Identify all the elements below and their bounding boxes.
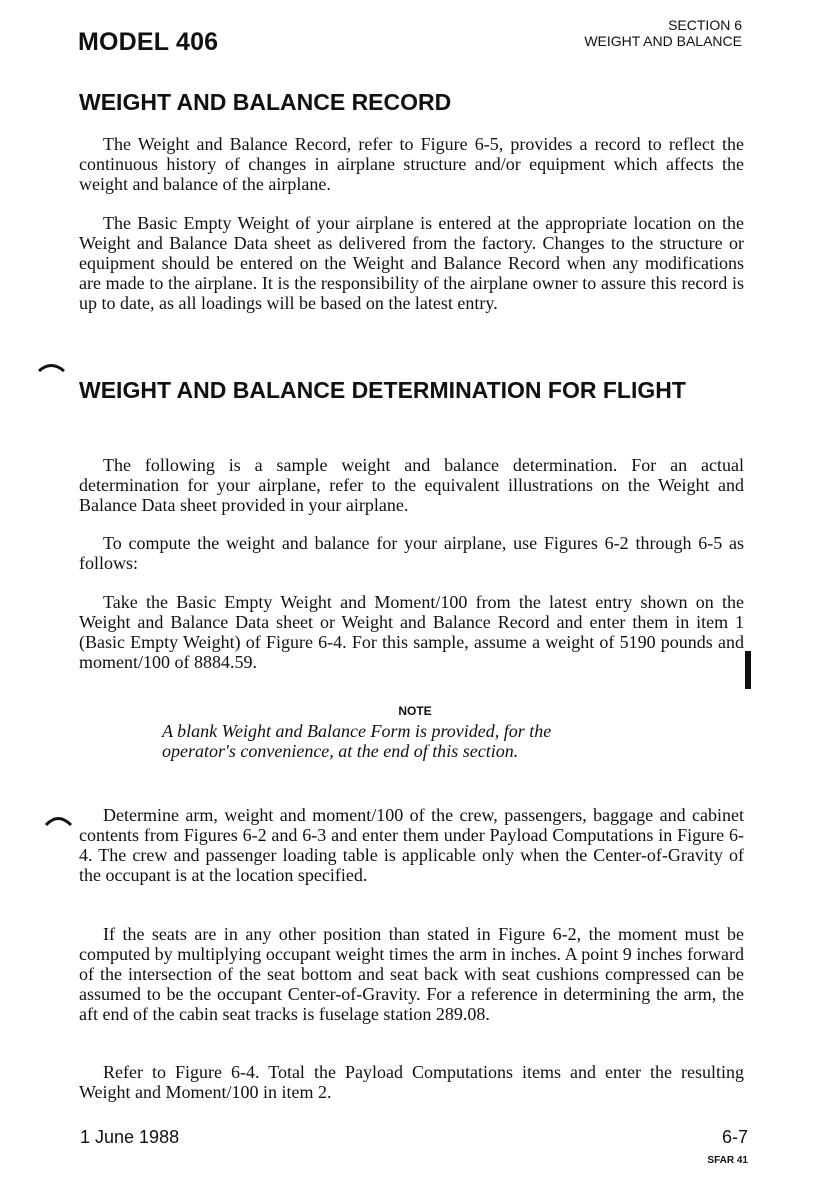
model-title: MODEL 406: [78, 28, 219, 56]
note-text: A blank Weight and Balance Form is provided, for the operator's convenience, at the end of this section.: [162, 721, 552, 761]
paragraph: To compute the weight and balance for your airplane, use Figures 6-2 through 6-5 as follows:: [79, 533, 744, 573]
scan-mark: [44, 812, 74, 828]
heading-weight-balance-determination: WEIGHT AND BALANCE DETERMINATION FOR FLIGHT: [79, 377, 686, 403]
paragraph: The following is a sample weight and balance determination. For an actual determination for your airplane, refer to the equivalent illustrations on the Weight and Balance Data sheet provided in your airplane.: [79, 455, 744, 515]
paragraph: The Basic Empty Weight of your airplane is entered at the appropriate location on the Weight and Balance Data sheet as delivered from the factory. Changes to the structure or equipment should be entered on the Weight and Balance Record when any modifications are made to the airplane. It is the responsibility of the airplane owner to assure this record is up to date, as all loadings will be based on the latest entry.: [79, 213, 744, 313]
page-number: 6-7: [721, 1127, 748, 1147]
paragraph: Take the Basic Empty Weight and Moment/100 from the latest entry shown on the Weight and Balance Data sheet or Weight and Balance Record and enter them in item 1 (Basic Empty Weight) of Figure 6-4. For this sample, assume a weight of 5190 pounds and moment/100 of 8884.59.: [79, 592, 744, 672]
section-number: SECTION 6: [668, 17, 742, 33]
section-header: [584, 17, 742, 49]
note-title: NOTE: [398, 704, 432, 718]
heading-weight-balance-record: WEIGHT AND BALANCE RECORD: [79, 89, 452, 115]
paragraph: The Weight and Balance Record, refer to Figure 6-5, provides a record to reflect the continuous history of changes in airplane structure and/or equipment which affects the weight and balance of the airplane.: [79, 134, 744, 194]
scan-mark: [37, 360, 67, 374]
paragraph: Determine arm, weight and moment/100 of the crew, passengers, baggage and cabinet contents from Figures 6-2 and 6-3 and enter them under Payload Computations in Figure 6-4. The crew and passenger loading table is applicable only when the Center-of-Gravity of the occupant is at the location specified.: [79, 805, 744, 885]
section-title: WEIGHT AND BALANCE: [584, 33, 742, 49]
footer-date: 1 June 1988: [80, 1127, 180, 1147]
paragraph: If the seats are in any other position than stated in Figure 6-2, the moment must be computed by multiplying occupant weight times the arm in inches. A point 9 inches forward of the intersection of the seat bottom and seat back with seat cushions compressed can be assumed to be the occupant Center-of-Gravity. For a reference in determining the arm, the aft end of the cabin seat tracks is fuselage station 289.08.: [79, 924, 744, 1024]
revision-bar: [745, 651, 751, 689]
paragraph: Refer to Figure 6-4. Total the Payload Computations items and enter the resulting Weight and Moment/100 in item 2.: [79, 1062, 744, 1102]
footer-code: SFAR 41: [707, 1155, 748, 1166]
